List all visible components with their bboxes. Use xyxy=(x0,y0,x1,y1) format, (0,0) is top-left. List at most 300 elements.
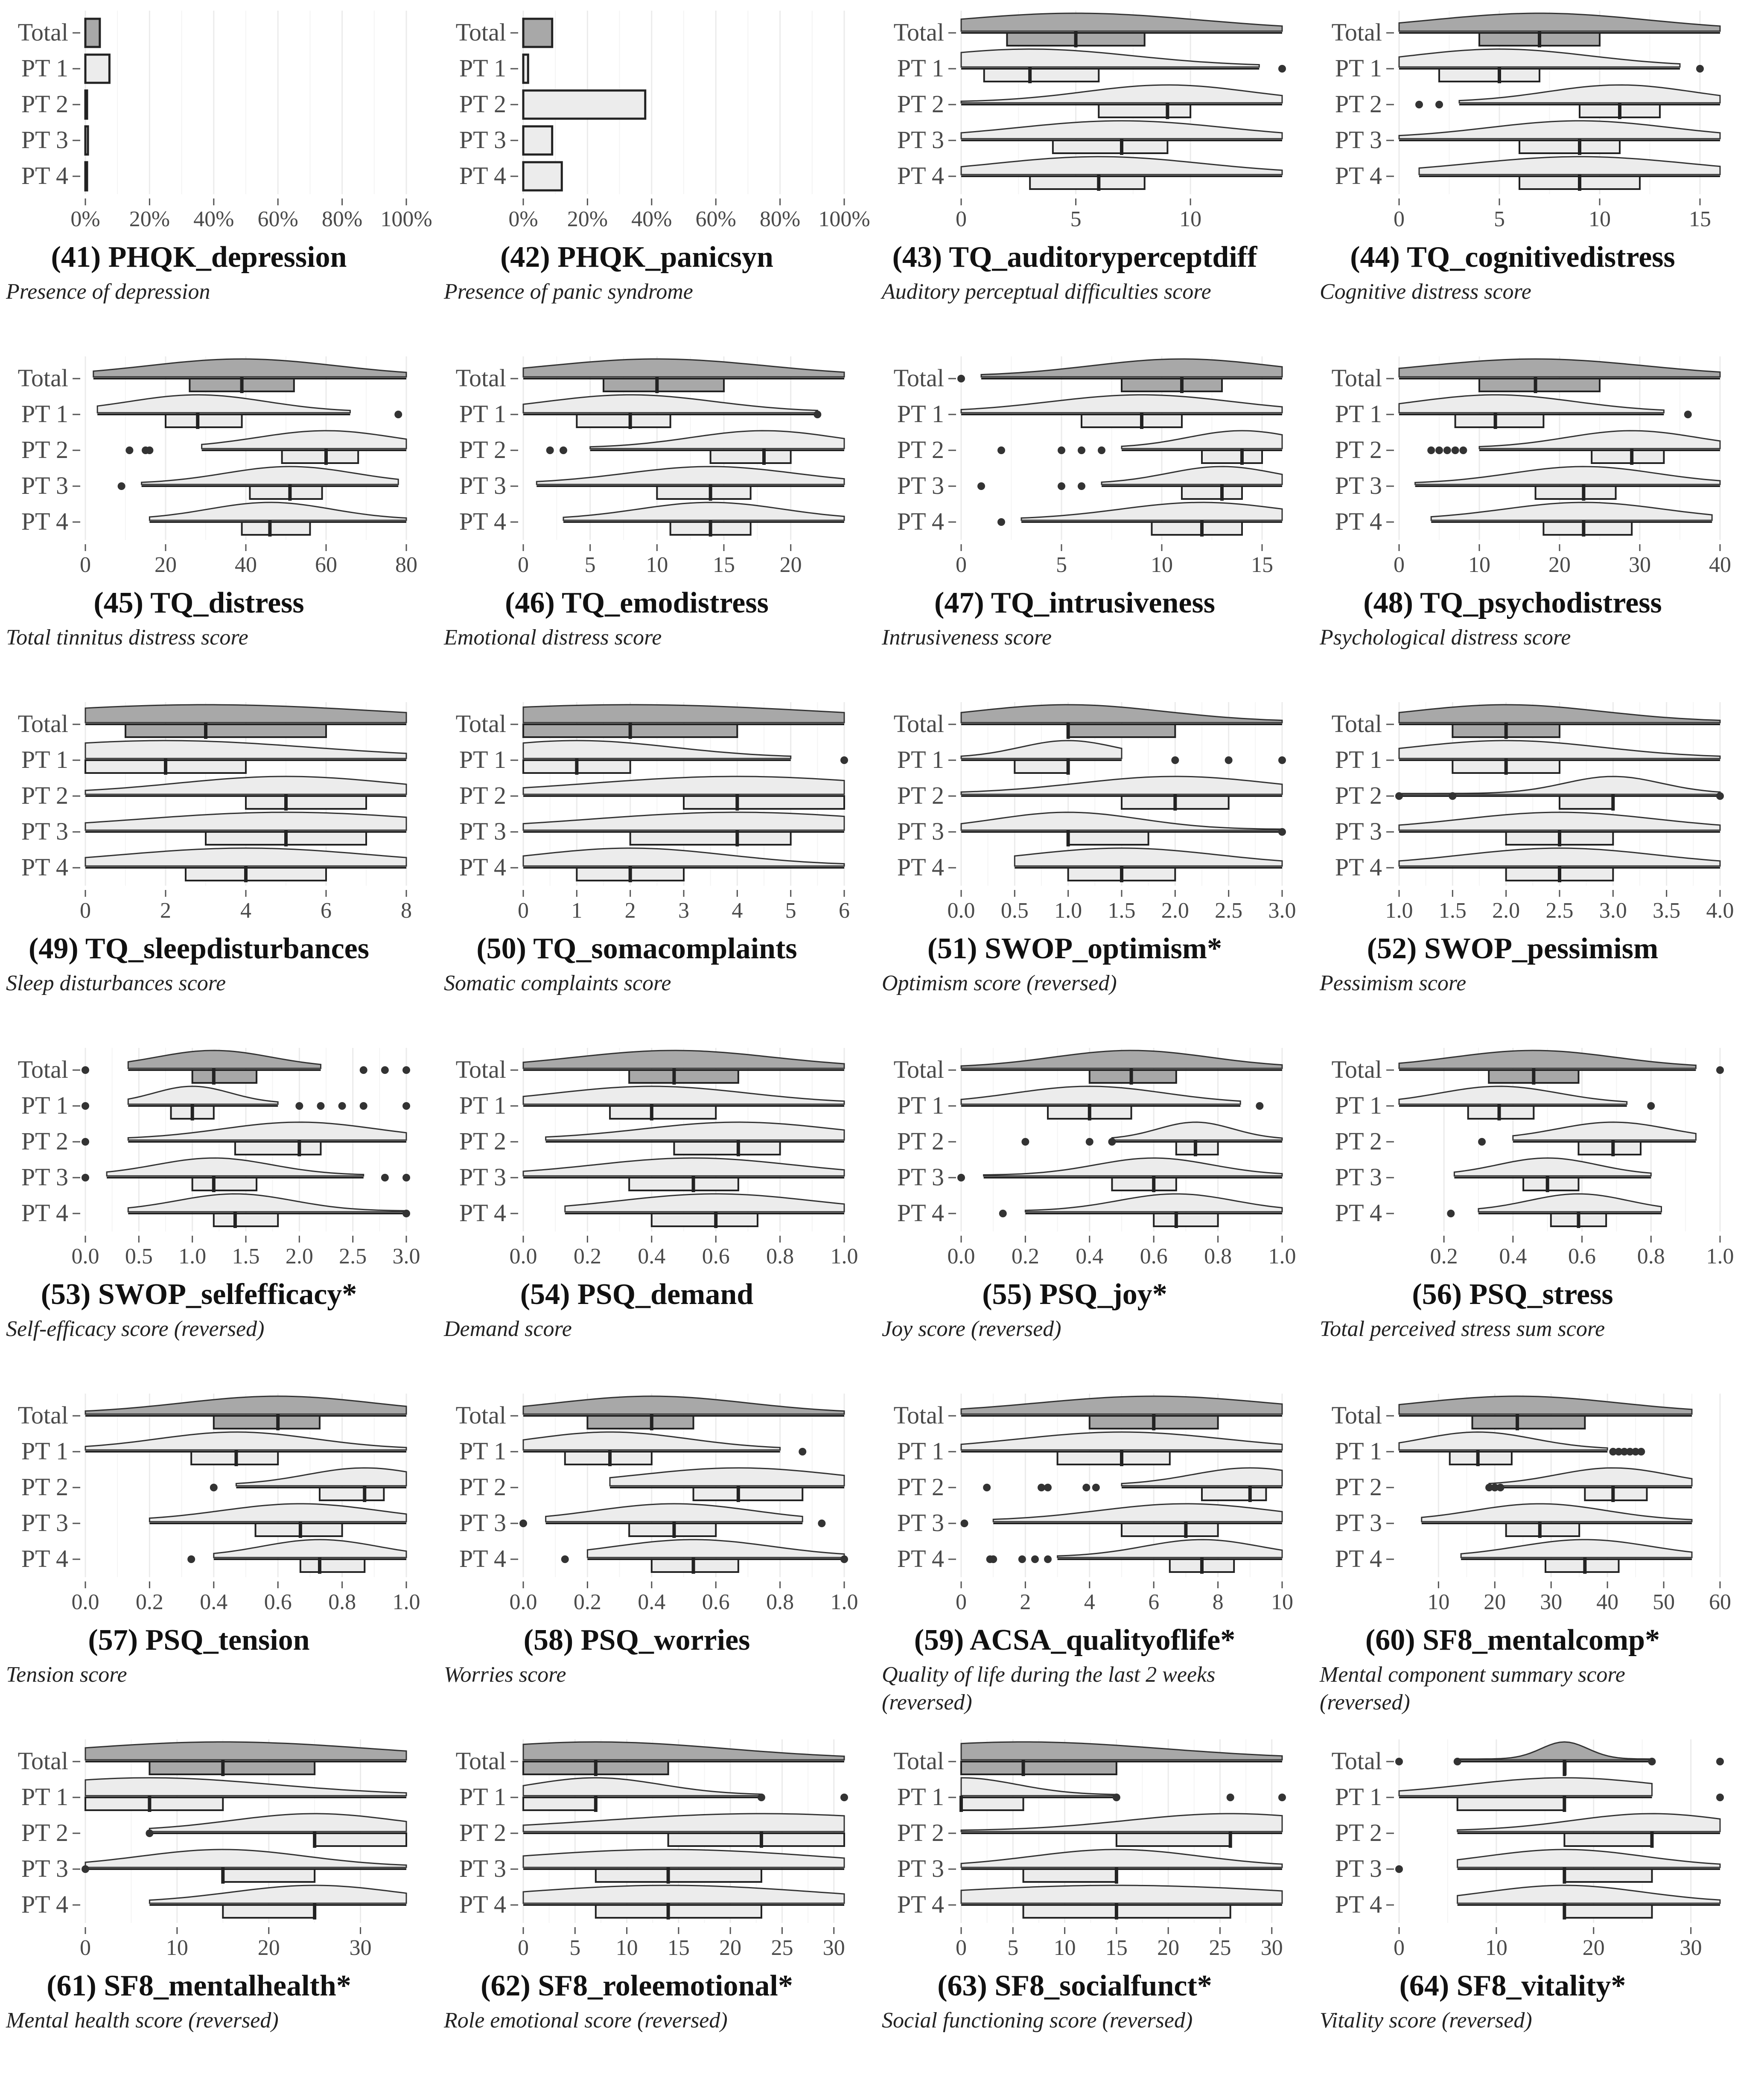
box xyxy=(630,832,791,845)
row-label: PT 2 xyxy=(897,436,944,464)
x-tick-label: 2.5 xyxy=(1545,898,1574,923)
outlier-point xyxy=(1227,1794,1234,1801)
outlier-point xyxy=(82,1865,89,1873)
x-tick-label: 2.0 xyxy=(1161,898,1189,923)
row-label: PT 2 xyxy=(21,1819,68,1846)
x-tick-label: 0.0 xyxy=(71,1590,99,1614)
outlier-point xyxy=(977,482,985,490)
row-label: PT 2 xyxy=(1335,1819,1382,1846)
row-label: PT 4 xyxy=(21,1545,68,1572)
x-tick-label: 0.6 xyxy=(264,1590,292,1614)
bar xyxy=(523,55,528,83)
row-label: PT 1 xyxy=(1335,1091,1382,1119)
x-tick-label: 0.6 xyxy=(1568,1244,1596,1269)
row-label: PT 2 xyxy=(459,1819,506,1846)
density-ridge xyxy=(523,776,844,794)
outlier-point xyxy=(1171,756,1179,764)
density-ridge xyxy=(984,1158,1282,1176)
outlier-point xyxy=(210,1484,218,1491)
outlier-point xyxy=(1225,756,1233,764)
row-label: PT 3 xyxy=(459,126,506,154)
row-label: PT 1 xyxy=(459,1437,506,1465)
x-tick-label: 0.5 xyxy=(1000,898,1029,923)
x-tick-label: 0.4 xyxy=(200,1590,228,1614)
row-label: Total xyxy=(1331,1056,1382,1083)
density-ridge xyxy=(546,1504,803,1522)
x-tick-label: 0.6 xyxy=(702,1244,730,1269)
panel-title: (57) PSQ_tension xyxy=(88,1624,310,1657)
density-ridge xyxy=(85,741,406,758)
row-label: Total xyxy=(455,710,506,738)
outlier-point xyxy=(1395,1865,1403,1873)
chart-panel xyxy=(882,1739,1286,2033)
outlier-point xyxy=(402,1210,410,1217)
box xyxy=(1023,1905,1230,1918)
x-tick-label: 2 xyxy=(1020,1590,1031,1614)
density-ridge xyxy=(587,1540,844,1558)
panel-subtitle: Mental component summary score xyxy=(1320,1663,1625,1687)
box xyxy=(1564,1869,1652,1882)
outlier-point xyxy=(1716,1794,1724,1801)
x-tick-label: 30 xyxy=(1260,1936,1283,1960)
density-ridge xyxy=(961,1396,1282,1414)
x-tick-label: 0 xyxy=(1394,553,1405,577)
outlier-point xyxy=(561,1555,569,1563)
panel-title: (58) PSQ_worries xyxy=(523,1624,750,1657)
outlier-point xyxy=(758,1794,765,1801)
density-ridge xyxy=(523,1849,844,1867)
box xyxy=(1122,379,1222,391)
outlier-point xyxy=(1018,1555,1026,1563)
density-ridge xyxy=(149,1504,406,1522)
x-tick-label: 0.8 xyxy=(1637,1244,1665,1269)
density-ridge xyxy=(981,359,1282,377)
chart-panel xyxy=(1320,1048,1734,1341)
x-tick-label: 25 xyxy=(1209,1936,1231,1960)
x-tick-label: 0.2 xyxy=(573,1590,601,1614)
density-ridge xyxy=(142,467,399,484)
x-tick-label: 0.2 xyxy=(1011,1244,1039,1269)
outlier-point xyxy=(1082,1484,1090,1491)
chart-panel xyxy=(1319,356,1731,650)
x-tick-label: 1.5 xyxy=(1108,898,1136,923)
panel-title: (48) TQ_psychodistress xyxy=(1363,586,1662,619)
x-tick-label: 0.4 xyxy=(1076,1244,1104,1269)
outlier-point xyxy=(1098,446,1105,454)
panel-subtitle: Auditory perceptual difficulties score xyxy=(882,280,1211,304)
row-label: PT 3 xyxy=(21,1163,68,1191)
chart-panel xyxy=(444,1394,858,1687)
box xyxy=(1053,140,1168,153)
outlier-point xyxy=(799,1448,806,1456)
x-tick-label: 20% xyxy=(129,207,170,231)
density-ridge xyxy=(1479,431,1720,449)
outlier-point xyxy=(1637,1448,1645,1456)
chart-panel xyxy=(881,356,1282,650)
row-label: PT 3 xyxy=(1335,472,1382,499)
row-label: PT 4 xyxy=(459,508,506,535)
chart-panel xyxy=(6,1048,420,1341)
x-tick-label: 30 xyxy=(349,1936,372,1960)
panel-title: (55) PSQ_joy* xyxy=(982,1278,1167,1311)
density-ridge xyxy=(1399,812,1720,830)
box xyxy=(192,1178,257,1190)
outlier-point xyxy=(146,1829,153,1837)
density-ridge xyxy=(523,1432,780,1450)
x-tick-label: 10 xyxy=(1485,1936,1507,1960)
x-tick-label: 0.4 xyxy=(638,1244,666,1269)
panel-subtitle: Role emotional score (reversed) xyxy=(444,2008,728,2033)
outlier-point xyxy=(560,446,567,454)
x-tick-label: 2 xyxy=(624,898,636,923)
density-ridge xyxy=(1431,502,1712,520)
row-label: PT 2 xyxy=(897,1473,944,1501)
row-label: PT 3 xyxy=(897,472,944,499)
box xyxy=(246,796,366,809)
row-label: PT 1 xyxy=(459,746,506,773)
chart-panel xyxy=(1320,11,1720,304)
row-label: Total xyxy=(455,18,506,46)
x-tick-label: 20 xyxy=(1157,1936,1180,1960)
row-label: PT 3 xyxy=(21,1509,68,1537)
row-label: PT 2 xyxy=(459,436,506,464)
density-ridge xyxy=(1122,1468,1282,1486)
outlier-point xyxy=(818,1520,825,1527)
x-tick-label: 5 xyxy=(569,1936,581,1960)
row-label: PT 3 xyxy=(897,1509,944,1537)
density-ridge xyxy=(590,431,844,449)
row-label: PT 2 xyxy=(459,90,506,118)
row-label: PT 3 xyxy=(459,1163,506,1191)
x-tick-label: 8 xyxy=(401,898,412,923)
outlier-point xyxy=(997,446,1005,454)
panel-subtitle: (reversed) xyxy=(882,1690,972,1715)
box xyxy=(668,1833,844,1846)
box xyxy=(1545,1559,1619,1572)
box xyxy=(149,1762,315,1774)
panel-title: (49) TQ_sleepdisturbances xyxy=(29,932,369,965)
row-label: PT 4 xyxy=(459,162,506,190)
x-tick-label: 30 xyxy=(1679,1936,1702,1960)
outlier-point xyxy=(82,1102,89,1110)
density-ridge xyxy=(1025,1194,1282,1212)
row-label: PT 1 xyxy=(897,1437,944,1465)
box xyxy=(984,69,1099,82)
density-ridge xyxy=(1112,1122,1282,1140)
panel-subtitle: Mental health score (reversed) xyxy=(6,2008,279,2033)
x-tick-label: 2.0 xyxy=(285,1244,313,1269)
box xyxy=(1202,450,1262,463)
x-tick-label: 15 xyxy=(667,1936,690,1960)
outlier-point xyxy=(1058,446,1065,454)
box xyxy=(1023,1869,1117,1882)
density-ridge xyxy=(961,741,1122,758)
x-tick-label: 40% xyxy=(193,207,234,231)
x-tick-label: 0 xyxy=(80,898,91,923)
outlier-point xyxy=(1459,446,1467,454)
row-label: PT 4 xyxy=(21,162,68,190)
row-label: PT 3 xyxy=(459,472,506,499)
x-tick-label: 0.2 xyxy=(135,1590,163,1614)
outlier-point xyxy=(983,1484,991,1491)
density-ridge xyxy=(523,1396,844,1414)
box xyxy=(1564,1905,1652,1918)
box xyxy=(1450,1452,1512,1464)
density-ridge xyxy=(1513,1122,1696,1140)
row-label: PT 1 xyxy=(459,54,506,82)
x-tick-label: 80% xyxy=(321,207,363,231)
box xyxy=(315,1833,406,1846)
density-ridge xyxy=(523,848,844,866)
box xyxy=(684,796,844,809)
row-label: PT 3 xyxy=(1335,817,1382,845)
x-tick-label: 5 xyxy=(1007,1936,1019,1960)
density-ridge xyxy=(149,1885,406,1903)
x-tick-label: 20 xyxy=(719,1936,742,1960)
row-label: PT 1 xyxy=(1335,400,1382,428)
x-tick-label: 20 xyxy=(1582,1936,1605,1960)
outlier-point xyxy=(1716,1758,1724,1765)
density-ridge xyxy=(536,467,844,484)
x-tick-label: 1.0 xyxy=(1268,1244,1296,1269)
box xyxy=(214,1416,320,1429)
box xyxy=(1468,1106,1534,1119)
panel-title: (59) ACSA_qualityoflife* xyxy=(914,1624,1236,1657)
row-label: PT 1 xyxy=(459,400,506,428)
box xyxy=(587,1416,693,1429)
chart-panel xyxy=(443,1739,848,2033)
row-label: PT 1 xyxy=(21,1783,68,1811)
x-tick-label: 30 xyxy=(1629,553,1651,577)
panel-subtitle: Social functioning score (reversed) xyxy=(882,2008,1193,2033)
panel-title: (52) SWOP_pessimism xyxy=(1367,932,1659,965)
panel-subtitle: Pessimism score xyxy=(1320,971,1467,995)
box xyxy=(1506,1523,1580,1536)
panel-subtitle: Self-efficacy score (reversed) xyxy=(6,1317,265,1341)
x-tick-label: 0 xyxy=(956,1590,967,1614)
density-ridge xyxy=(1102,467,1282,484)
density-ridge xyxy=(1399,13,1720,31)
outlier-point xyxy=(1415,101,1423,108)
x-tick-label: 25 xyxy=(771,1936,793,1960)
x-tick-label: 2.5 xyxy=(1215,898,1243,923)
density-ridge xyxy=(961,121,1282,139)
x-tick-label: 1.0 xyxy=(830,1244,858,1269)
box xyxy=(1519,140,1620,153)
outlier-point xyxy=(1648,1758,1656,1765)
panel-subtitle: Presence of panic syndrome xyxy=(444,280,693,304)
density-ridge xyxy=(107,1158,364,1176)
density-ridge xyxy=(1399,1086,1627,1104)
box xyxy=(223,1905,315,1918)
row-label: PT 4 xyxy=(897,162,944,190)
density-ridge xyxy=(1399,1778,1652,1796)
density-ridge xyxy=(85,776,406,794)
row-label: PT 1 xyxy=(21,1437,68,1465)
x-tick-label: 4 xyxy=(1084,1590,1095,1614)
panel-title: (43) TQ_auditoryperceptdiff xyxy=(892,241,1257,274)
panel-title: (44) TQ_cognitivedistress xyxy=(1350,241,1675,274)
outlier-point xyxy=(840,756,848,764)
panel-title: (54) PSQ_demand xyxy=(520,1278,754,1311)
row-label: Total xyxy=(17,364,68,392)
box xyxy=(1543,522,1632,535)
chart-panel xyxy=(881,11,1286,304)
row-label: Total xyxy=(893,1056,944,1083)
row-label: PT 2 xyxy=(21,436,68,464)
box xyxy=(1455,414,1544,427)
box xyxy=(1015,760,1068,773)
box xyxy=(250,486,322,499)
panel-title: (47) TQ_intrusiveness xyxy=(934,586,1215,619)
x-tick-label: 15 xyxy=(1105,1936,1128,1960)
outlier-point xyxy=(961,1520,968,1527)
box xyxy=(1058,1452,1170,1464)
row-label: Total xyxy=(1331,18,1382,46)
row-label: PT 1 xyxy=(459,1783,506,1811)
outlier-point xyxy=(989,1555,997,1563)
row-label: PT 4 xyxy=(21,853,68,881)
outlier-point xyxy=(295,1102,303,1110)
row-label: PT 4 xyxy=(1335,1199,1382,1227)
box xyxy=(192,1070,257,1083)
box xyxy=(961,1797,1023,1810)
outlier-point xyxy=(840,1794,848,1801)
outlier-point xyxy=(546,446,554,454)
box xyxy=(610,1106,716,1119)
x-tick-label: 0 xyxy=(1394,207,1405,231)
box xyxy=(1154,1213,1218,1226)
density-ridge xyxy=(85,812,406,830)
density-ridge xyxy=(85,848,406,866)
box xyxy=(674,1142,780,1155)
x-tick-label: 1.5 xyxy=(1438,898,1467,923)
box xyxy=(1523,1178,1578,1190)
x-tick-label: 3.5 xyxy=(1653,898,1681,923)
chart-panel xyxy=(882,1048,1296,1341)
x-tick-label: 15 xyxy=(1689,207,1711,231)
bar xyxy=(523,162,562,190)
bar xyxy=(523,19,552,47)
box xyxy=(523,1797,596,1810)
density-ridge xyxy=(85,1742,406,1760)
x-tick-label: 80 xyxy=(395,553,417,577)
box xyxy=(596,1905,761,1918)
row-label: PT 3 xyxy=(1335,126,1382,154)
density-ridge xyxy=(523,1158,844,1176)
outlier-point xyxy=(1443,446,1451,454)
x-tick-label: 10 xyxy=(615,1936,638,1960)
density-ridge xyxy=(961,776,1282,794)
x-tick-label: 0.8 xyxy=(1204,1244,1232,1269)
outlier-point xyxy=(957,375,965,382)
row-label: PT 4 xyxy=(21,1199,68,1227)
density-ridge xyxy=(961,1849,1282,1867)
row-label: PT 1 xyxy=(1335,746,1382,773)
density-ridge xyxy=(546,1122,844,1140)
row-label: Total xyxy=(17,710,68,738)
density-ridge xyxy=(523,1050,844,1068)
chart-panel xyxy=(882,1394,1293,1715)
density-ridge xyxy=(1021,502,1282,520)
density-ridge xyxy=(961,395,1282,413)
x-tick-label: 1.5 xyxy=(232,1244,260,1269)
panel-subtitle: Tension score xyxy=(6,1663,127,1687)
panel-subtitle: Emotional distress score xyxy=(444,625,662,650)
outlier-point xyxy=(82,1174,89,1181)
x-tick-label: 10 xyxy=(1271,1590,1293,1614)
box xyxy=(223,1869,315,1882)
outlier-point xyxy=(82,1138,89,1146)
density-ridge xyxy=(961,1050,1282,1068)
density-ridge xyxy=(961,85,1282,103)
row-label: PT 3 xyxy=(459,1509,506,1537)
density-ridge xyxy=(149,502,406,520)
outlier-point xyxy=(118,482,125,490)
row-label: PT 4 xyxy=(21,1890,68,1918)
chart-panel xyxy=(6,702,412,995)
chart-panel xyxy=(1320,1739,1724,2033)
box xyxy=(1458,1797,1565,1810)
panel-title: (41) PHQK_depression xyxy=(51,241,347,274)
chart-panel xyxy=(6,11,432,304)
x-tick-label: 60 xyxy=(315,553,337,577)
x-tick-label: 0 xyxy=(518,898,529,923)
density-ridge xyxy=(523,1885,844,1903)
row-label: PT 4 xyxy=(459,853,506,881)
x-tick-label: 4 xyxy=(732,898,743,923)
x-tick-label: 0% xyxy=(508,207,538,231)
x-tick-label: 3.0 xyxy=(1599,898,1627,923)
box xyxy=(166,414,242,427)
density-ridge xyxy=(961,1432,1282,1450)
density-ridge xyxy=(1419,157,1720,175)
row-label: PT 3 xyxy=(897,1163,944,1191)
x-tick-label: 1.0 xyxy=(830,1590,858,1614)
panel-subtitle: Quality of life during the last 2 weeks xyxy=(882,1663,1216,1687)
chart-panel xyxy=(444,702,850,995)
outlier-point xyxy=(997,518,1005,526)
panel-subtitle: Cognitive distress score xyxy=(1320,280,1531,304)
outlier-point xyxy=(1278,1794,1286,1801)
box xyxy=(242,522,310,535)
density-ridge xyxy=(961,705,1282,723)
x-tick-label: 1.0 xyxy=(1706,1244,1734,1269)
row-label: Total xyxy=(17,1401,68,1429)
row-label: Total xyxy=(455,1747,506,1775)
row-label: PT 1 xyxy=(1335,1437,1382,1465)
density-ridge xyxy=(1454,1158,1651,1176)
outlier-point xyxy=(813,411,821,418)
box xyxy=(186,868,326,881)
bar xyxy=(85,19,100,47)
panel-subtitle: Total perceived stress sum score xyxy=(1320,1317,1605,1341)
box xyxy=(1112,1178,1176,1190)
density-ridge xyxy=(523,812,844,830)
box xyxy=(596,1869,761,1882)
outlier-point xyxy=(1696,65,1704,73)
row-label: PT 2 xyxy=(1335,90,1382,118)
box xyxy=(125,724,326,737)
panel-title: (61) SF8_mentalhealth* xyxy=(47,1969,351,2002)
x-tick-label: 1 xyxy=(571,898,583,923)
x-tick-label: 0 xyxy=(956,207,967,231)
box xyxy=(1099,105,1190,117)
density-ridge xyxy=(523,1742,844,1760)
outlier-point xyxy=(1278,756,1286,764)
box xyxy=(577,414,670,427)
density-ridge xyxy=(1459,85,1720,103)
